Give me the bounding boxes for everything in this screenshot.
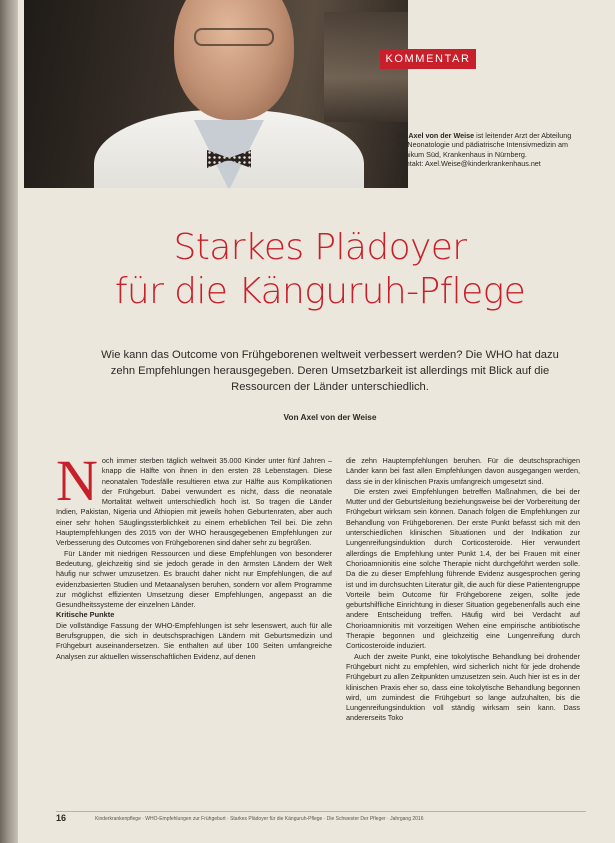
page-binding-gutter (0, 0, 18, 843)
body-paragraph-6: Auch der zweite Punkt, eine tokolytische Behandlung bei drohender Frühgeburt nicht zu empfehlen, wird sicherlich nicht für jede drohende Frühgeburt zu allen Zeitpunkten umzusetzen sein. Auch hier ist es in der klinischen Praxis eher so, dass eine tokolytische Behandlung begonnen wird, um zumindest die Frühgeburt so lange aufzuhalten, bis die Lungenreifungsinduktion voll ständig wirksam sein kann. Dass andererseits Toko (346, 651, 580, 723)
section-badge: KOMMENTAR (380, 49, 476, 69)
drop-cap: N (56, 448, 98, 513)
body-paragraph-5: Die ersten zwei Empfehlungen betreffen Maßnahmen, die bei der Mutter und der Geburtsleitung beziehungsweise bei der Vorbereitung der Frühgeburt wirksam sein können. Danach folgen die Empfehlungen zur Behandlung von Frühgeborenen. Der erste Punkt befasst sich mit den unterschiedlichen klinischen Situationen und der Indikation zur Lungenreifungsinduktion durch Corticosteroide. Hier verwundert allerdings die Empfehlung unter Punkt 1.4, der bei Frauen mit einer Chorioamnionitis eine solche Therapie nicht durchgeführt werden solle. Da die zu dieser Empfehlung führende Evidenz ausgesprochen gering ist und im durchsuchten Literatur gilt, die auch für diese Patientengruppe Vorteile beim Outcome für Frühgeborene zeigen, sollte jede geburtshilfliche Einrichtung in dieser Situation gegebenenfalls auch eine andere Entscheidung treffen. Häufig wird bei Verdacht auf Chorioamnionitis mit vorzeitigen Wehen eine empirische antibiotische Therapie begonnen und gleichzeitig eine Lungenreifung durch Corticosteroide induziert. (346, 486, 580, 651)
caption-contact: Kontakt: Axel.Weise@kinderkrankenhaus.net (397, 159, 541, 169)
article-lead: Wie kann das Outcome von Frühgeborenen weltweit verbessert werden? Die WHO hat dazu zehn Empfehlungen herausgegeben. Deren Umsetzbarkeit ist allerdings mit Blick auf die Ressourcen der Länder unterschiedlich. (101, 349, 559, 393)
headline-line-2: für die Känguruh-Pflege (114, 271, 526, 312)
author-head (174, 0, 294, 120)
headline-line-1: Starkes Plädoyer (173, 227, 467, 268)
footer-running-text: Kinderkrankenpflege · WHO-Empfehlungen zur Frühgeburt · Starkes Plädoyer für die Känguruh-Pflege · Die Schwester Der Pfleger · Jahrgang 2016 (95, 816, 424, 822)
caption-text: ist leitender Arzt der Abteilung für Neonatologie und pädiatrische Intensivmedizin am Klinikum Süd, Krankenhaus in Nürnberg. (397, 131, 572, 159)
body-paragraph-2: Für Länder mit niedrigen Ressourcen und diese Empfehlungen von besonderer Bedeutung, gleichzeitig sind sie jedoch gerade in den ärmsten Ländern der Welt häufig nur schwer umzusetzen. Es braucht daher nicht nur Empfehlungen, die auf evidenzbasierten Studien und Metaanalysen beruhen, sondern vor allem Programme zur möglichst effizienten Umsetzung dieser Empfehlungen, angepasst an die Gesundheitssysteme der einzelnen Länder. (56, 548, 332, 610)
article-headline (40, 226, 600, 314)
body-paragraph-4: die zehn Hauptempfehlungen beruhen. Für die deutschsprachigen Länder kann bei fast allen Empfehlungen davon ausgegangen werden, dass sie in der klinischen Praxis umfangreich umgesetzt sind. (346, 456, 580, 486)
glasses-icon (194, 28, 274, 46)
footer-divider (56, 811, 586, 812)
body-column-right (346, 456, 580, 724)
page-number: 16 (56, 813, 67, 823)
caption-author-name: Dr. Axel von der Weise (397, 131, 475, 140)
author-photo (24, 0, 408, 188)
article-byline: Von Axel von der Weise (283, 412, 377, 422)
body-column-left (56, 448, 332, 662)
author-caption (397, 131, 577, 169)
body-paragraph-1: och immer sterben täglich weltweit 35.000 Kinder unter fünf Jahren – knapp die Hälfte von ihnen in den ersten 28 Lebenstagen. Diese neonatalen Todesfälle resultieren etwa zur Hälfte aus Komplikationen der Frühgeburt. Dabei verwundert es nicht, dass die neonatale Mortalität weltweit unterschiedlich hoch ist. So tragen die Länder Indien, Pakistan, Nigeria und Äthiopien mit jeweils hohen Geburtenraten, aber auch einer sehr hohen Säuglingssterblichkeit zu einem erheblichen Teil bei. Die zehn Hauptempfehlungen des 2015 von der WHO herausgegebenen Empfehlungen zur Verbesserung des Outcomes von Frühgeborenen sind daher sehr zu begrüßen. (56, 456, 332, 548)
section-subheading: Kritische Punkte (56, 610, 115, 620)
body-paragraph-3: Die vollständige Fassung der WHO-Empfehlungen ist sehr lesenswert, auch für alle Berufsgruppen, die sich in deutschsprachigen Ländern mit Geburtsmedizin und Frühgeburt auseinandersetzen. Sie enthalten auf über 100 Seiten umfangreiche Analysen zur aktuellen wissenschaftlichen Evidenz, auf denen (56, 620, 332, 661)
